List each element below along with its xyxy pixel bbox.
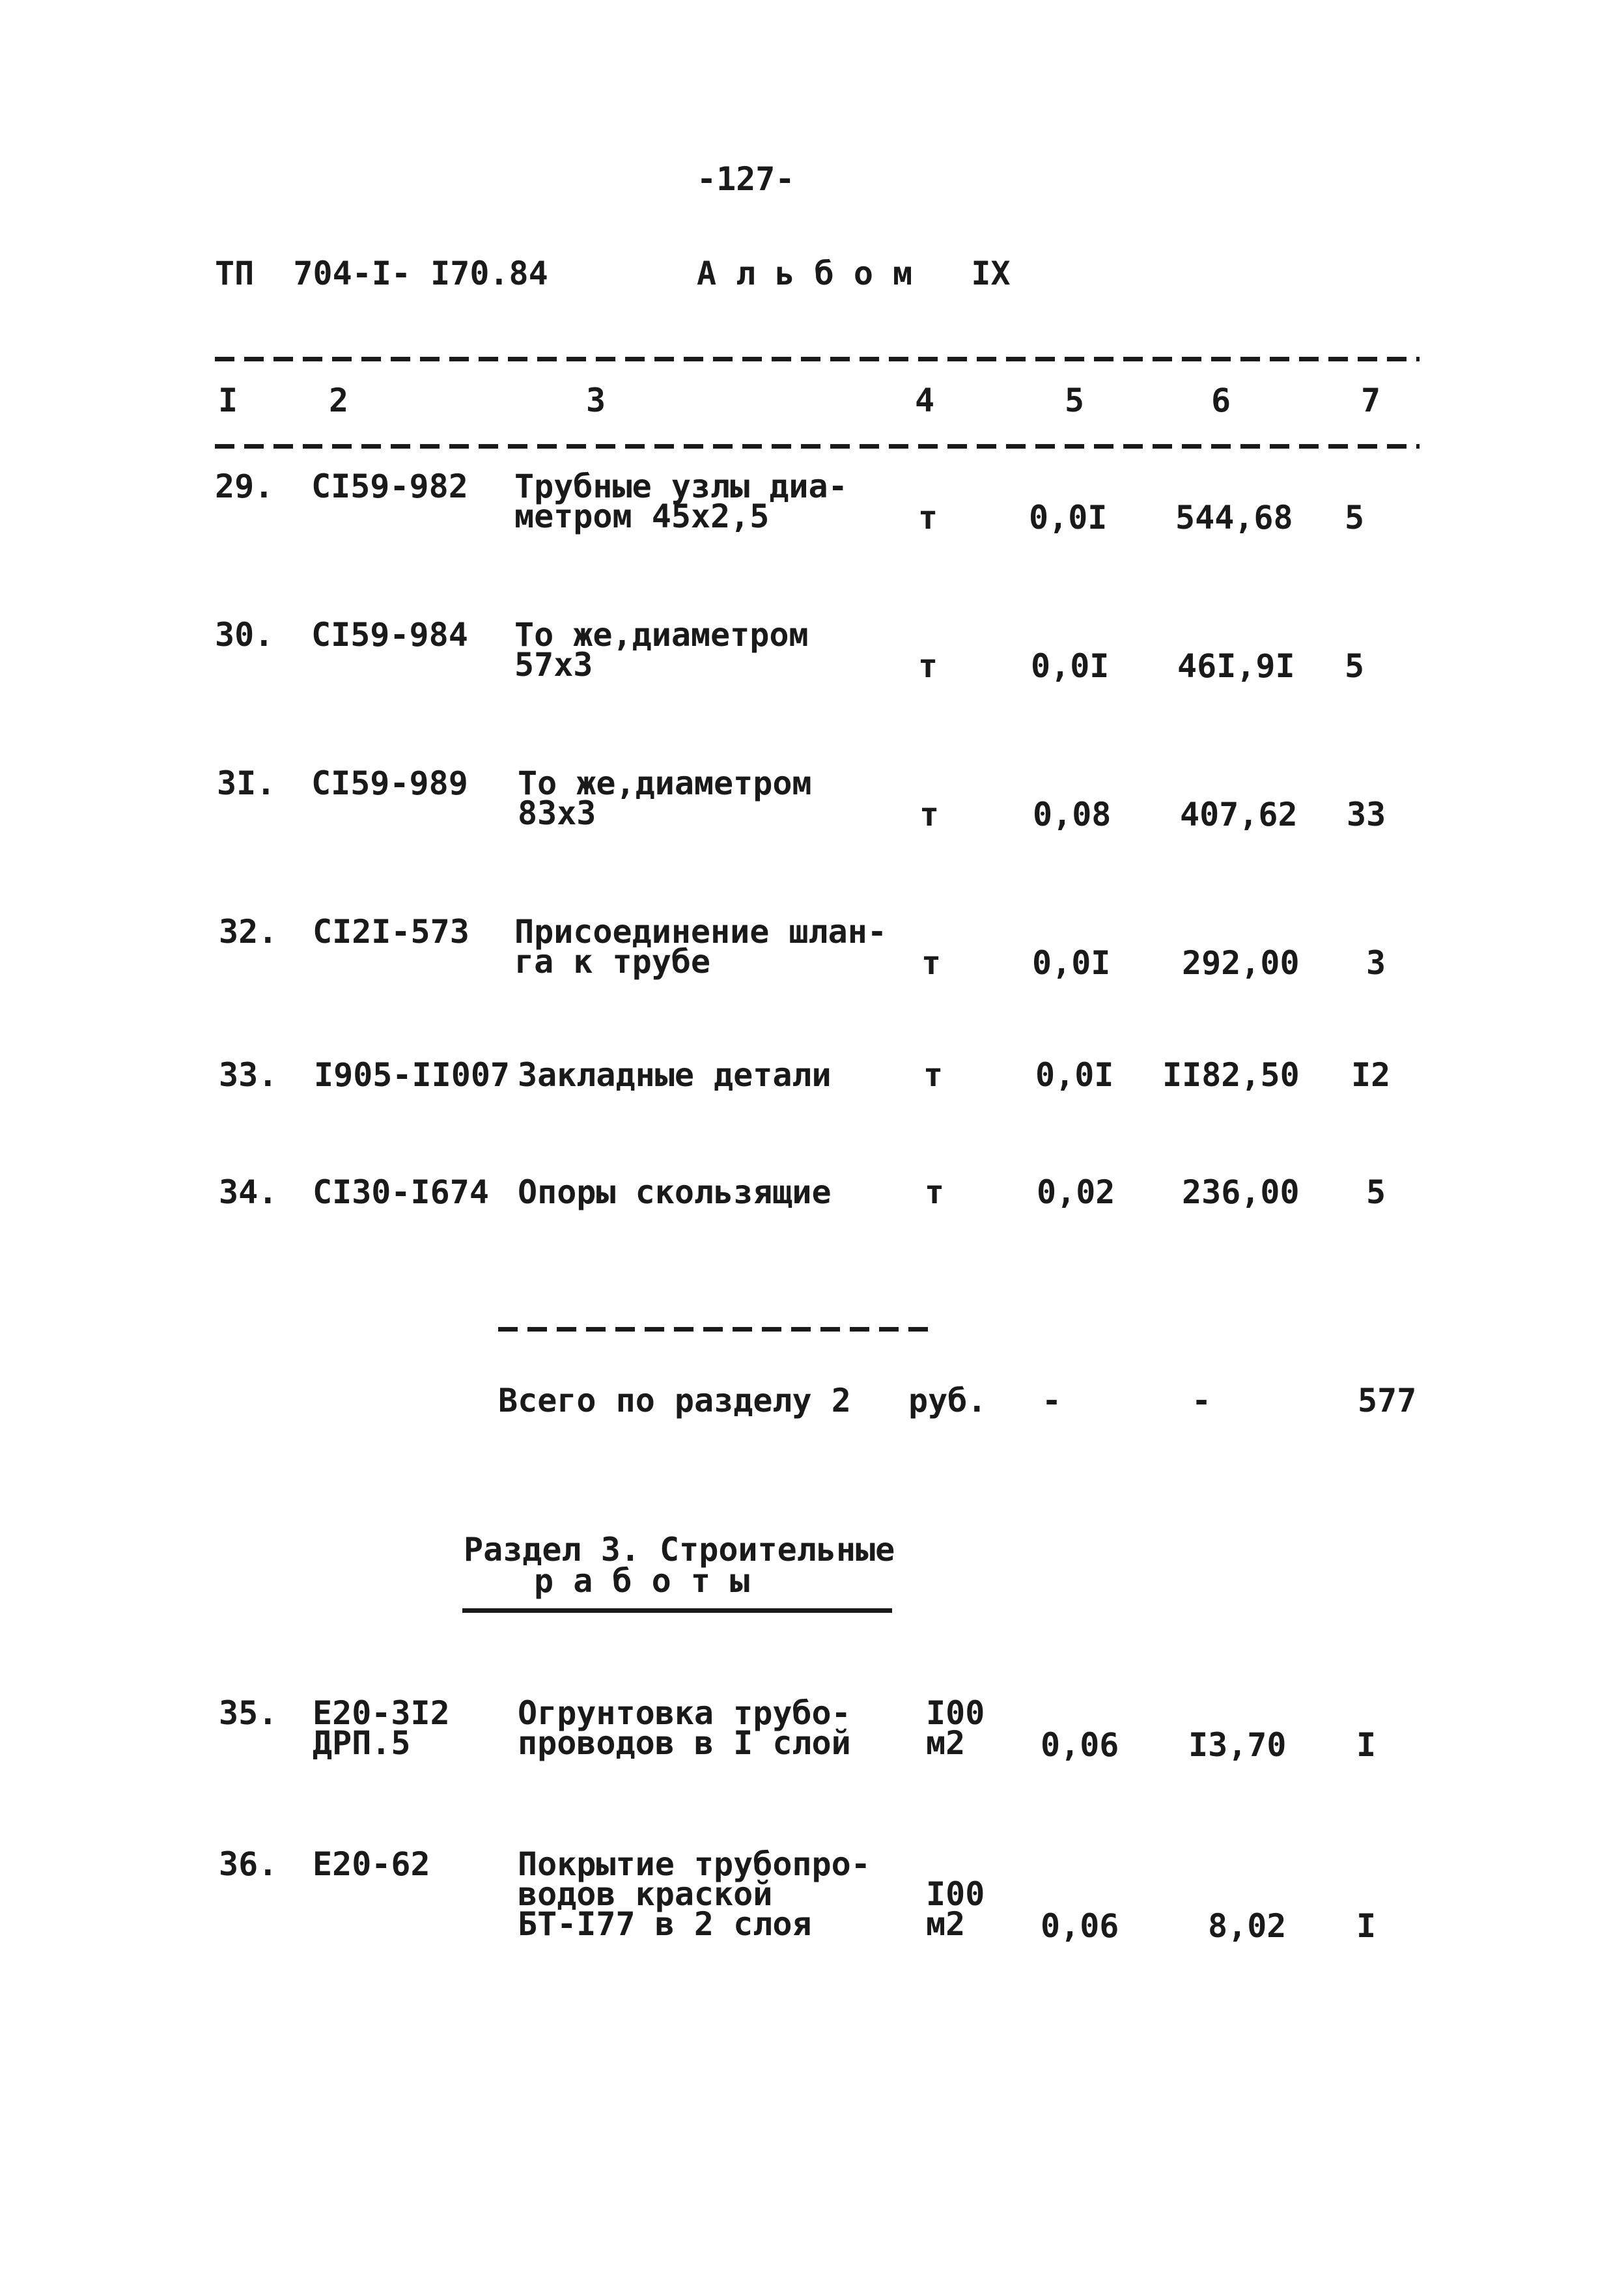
column-header-2: 2 (329, 382, 349, 419)
section-total-quantity: - (1042, 1382, 1062, 1419)
column-header-3: 3 (586, 382, 606, 419)
row-unit: т (919, 796, 940, 833)
section-3-title-line2: р а б о т ы (534, 1562, 750, 1600)
row-total: 3 (1366, 944, 1386, 982)
row-quantity: 0,0I (1029, 499, 1108, 537)
row-total: 33 (1347, 796, 1386, 833)
section-total-rule (498, 1327, 931, 1332)
document-code: ТП 704-I- I70.84 (215, 255, 548, 292)
row-number: 30. (215, 616, 274, 654)
section-3-title: Раздел 3. Строительные (464, 1531, 895, 1569)
row-code: I905-II007 (314, 1056, 511, 1094)
row-quantity: 0,0I (1031, 647, 1110, 685)
row-code-line1: Е20-3I2 (313, 1694, 450, 1732)
row-number: 34. (219, 1173, 278, 1211)
row-total: 5 (1366, 1173, 1386, 1211)
row-name-line1: Покрытие трубопро- (518, 1845, 871, 1883)
row-name-line1: То же,диаметром (518, 764, 812, 802)
row-unit: т (921, 944, 942, 982)
row-unit: т (923, 1056, 944, 1094)
row-name-line2: 83х3 (518, 794, 596, 832)
row-unit: т (925, 1173, 945, 1211)
row-total: I (1356, 1726, 1377, 1764)
row-quantity: 0,08 (1033, 796, 1112, 833)
row-price: II82,50 (1162, 1056, 1300, 1094)
row-unit: т (918, 499, 938, 537)
row-quantity: 0,0I (1035, 1056, 1114, 1094)
row-quantity: 0,06 (1041, 1726, 1119, 1764)
row-unit-line1: I00 (926, 1875, 985, 1913)
row-number: 36. (219, 1845, 278, 1883)
row-code: СI59-984 (311, 616, 468, 654)
row-quantity: 0,0I (1032, 944, 1111, 982)
row-price: 407,62 (1180, 796, 1298, 833)
row-code-line1: Е20-62 (313, 1845, 430, 1883)
row-price: 8,02 (1208, 1907, 1287, 1945)
row-unit-line2: м2 (926, 1905, 966, 1943)
row-total: I (1356, 1907, 1377, 1945)
row-unit-line1: I00 (926, 1694, 985, 1732)
section-total-amount: 577 (1358, 1382, 1417, 1419)
row-name-line1: То же,диаметром (514, 616, 809, 654)
row-unit: т (918, 647, 938, 685)
row-unit-line2: м2 (926, 1724, 966, 1762)
row-code: СI59-982 (311, 468, 468, 505)
album-label: А л ь б о м IX (697, 255, 1011, 292)
row-name-line2: проводов в I слой (518, 1724, 851, 1762)
row-price: 236,00 (1182, 1173, 1300, 1211)
row-code-line2: ДРП.5 (313, 1724, 411, 1762)
row-name-line3: БТ-I77 в 2 слоя (518, 1905, 812, 1943)
section-total-unit: руб. (908, 1382, 987, 1419)
section-total-price: - (1192, 1382, 1212, 1419)
row-name-line1: Опоры скользящие (518, 1173, 832, 1211)
row-number: 32. (219, 913, 278, 951)
row-name-line1: Трубные узлы диа- (514, 468, 848, 505)
column-header-6: 6 (1211, 382, 1231, 419)
row-name-line1: Огрунтовка трубо- (518, 1694, 851, 1732)
row-name-line2: га к трубе (514, 943, 711, 981)
row-price: 544,68 (1175, 499, 1293, 537)
section-3-underline (462, 1608, 892, 1613)
row-name-line2: 57х3 (514, 646, 593, 684)
row-code: СI59-989 (311, 764, 468, 802)
row-name-line2: метром 45х2,5 (514, 497, 770, 535)
section-total-label: Всего по разделу 2 (498, 1382, 851, 1419)
row-number: 33. (219, 1056, 278, 1094)
row-price: I3,70 (1188, 1726, 1287, 1764)
table-header-top-rule (215, 357, 1420, 361)
row-number: 3I. (217, 764, 276, 802)
column-header-7: 7 (1361, 382, 1381, 419)
row-total: 5 (1345, 499, 1365, 537)
row-name-line1: Закладные детали (518, 1056, 832, 1094)
row-number: 29. (215, 468, 274, 505)
row-total: 5 (1345, 647, 1365, 685)
table-header-bottom-rule (215, 444, 1420, 449)
column-header-1: I (218, 382, 238, 419)
column-header-4: 4 (915, 382, 935, 419)
row-name-line2: водов краской (518, 1875, 773, 1913)
row-number: 35. (219, 1694, 278, 1732)
row-total: I2 (1351, 1056, 1391, 1094)
page-number: -127- (697, 160, 795, 198)
row-quantity: 0,02 (1037, 1173, 1115, 1211)
row-code: СI2I-573 (313, 913, 469, 951)
column-header-5: 5 (1065, 382, 1085, 419)
row-price: 292,00 (1182, 944, 1300, 982)
row-name-line1: Присоединение шлан- (514, 913, 887, 951)
row-price: 46I,9I (1177, 647, 1295, 685)
row-code: СI30-I674 (313, 1173, 489, 1211)
row-quantity: 0,06 (1041, 1907, 1119, 1945)
